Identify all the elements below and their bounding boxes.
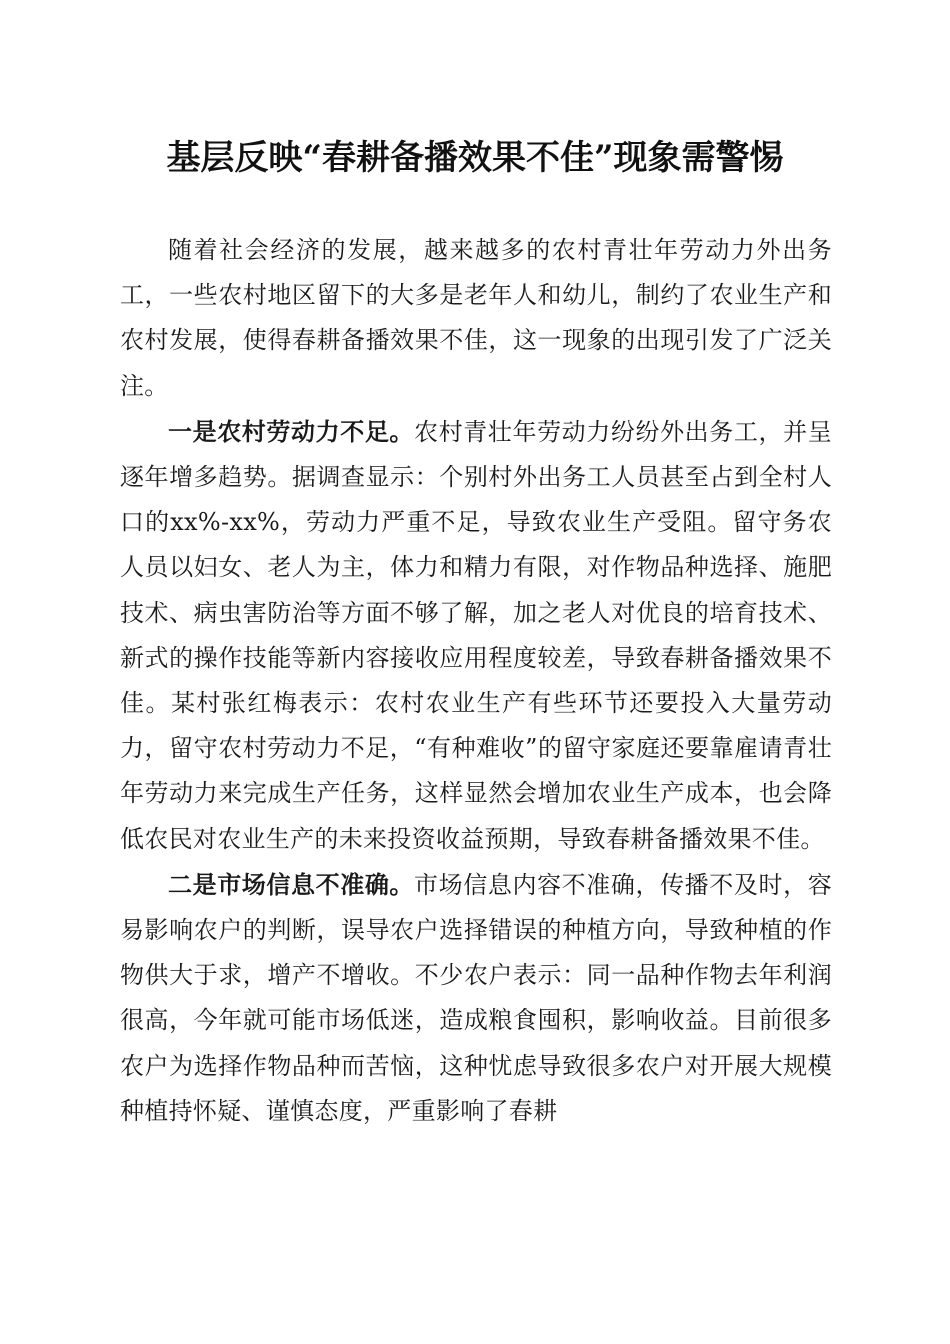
paragraph-market-info-text: 市场信息内容不准确，传播不及时，容易影响农户的判断，误导农户选择错误的种植方向，导致种植的作物供大于求，增产不增收。不少农户表示：同一品种作物去年利润很高，今年就可能市场低迷，造成粮食囤积，影响收益。目前很多农户为选择作物品种而苦恼，这种忧虑导致很多农户对开展大规模种植持怀疑、谨慎态度，严重影响了春耕 xyxy=(120,870,833,1125)
paragraph-heading-market-info: 二是市场信息不准确。 xyxy=(168,869,415,899)
paragraph-market-info xyxy=(120,862,832,1134)
paragraph-labor-shortage xyxy=(120,409,832,862)
document-body xyxy=(120,228,832,1134)
paragraph-intro-text: 随着社会经济的发展，越来越多的农村青壮年劳动力外出务工，一些农村地区留下的大多是老年人和幼儿，制约了农业生产和农村发展，使得春耕备播效果不佳，这一现象的出现引发了广泛关注。 xyxy=(120,236,832,400)
paragraph-heading-labor-shortage: 一是农村劳动力不足。 xyxy=(168,416,415,446)
paragraph-labor-shortage-text: 农村青壮年劳动力纷纷外出务工，并呈逐年增多趋势。据调查显示：个别村外出务工人员甚至占到全村人口的xx%-xx%，劳动力严重不足，导致农业生产受阻。留守务农人员以妇女、老人为主，体力和精力有限，对作物品种选择、施肥技术、病虫害防治等方面不够了解，加之老人对优良的培育技术、新式的操作技能等新内容接收应用程度较差，导致春耕备播效果不佳。某村张红梅表示：农村农业生产有些环节还要投入大量劳动力，留守农村劳动力不足，“有种难收”的留守家庭还要靠雇请青壮年劳动力来完成生产任务，这样显然会增加农业生产成本，也会降低农民对农业生产的未来投资收益预期，导致春耕备播效果不佳。 xyxy=(120,417,833,853)
document-title: 基层反映“春耕备播效果不佳”现象需警惕 xyxy=(166,138,784,178)
paragraph-intro xyxy=(120,228,832,409)
